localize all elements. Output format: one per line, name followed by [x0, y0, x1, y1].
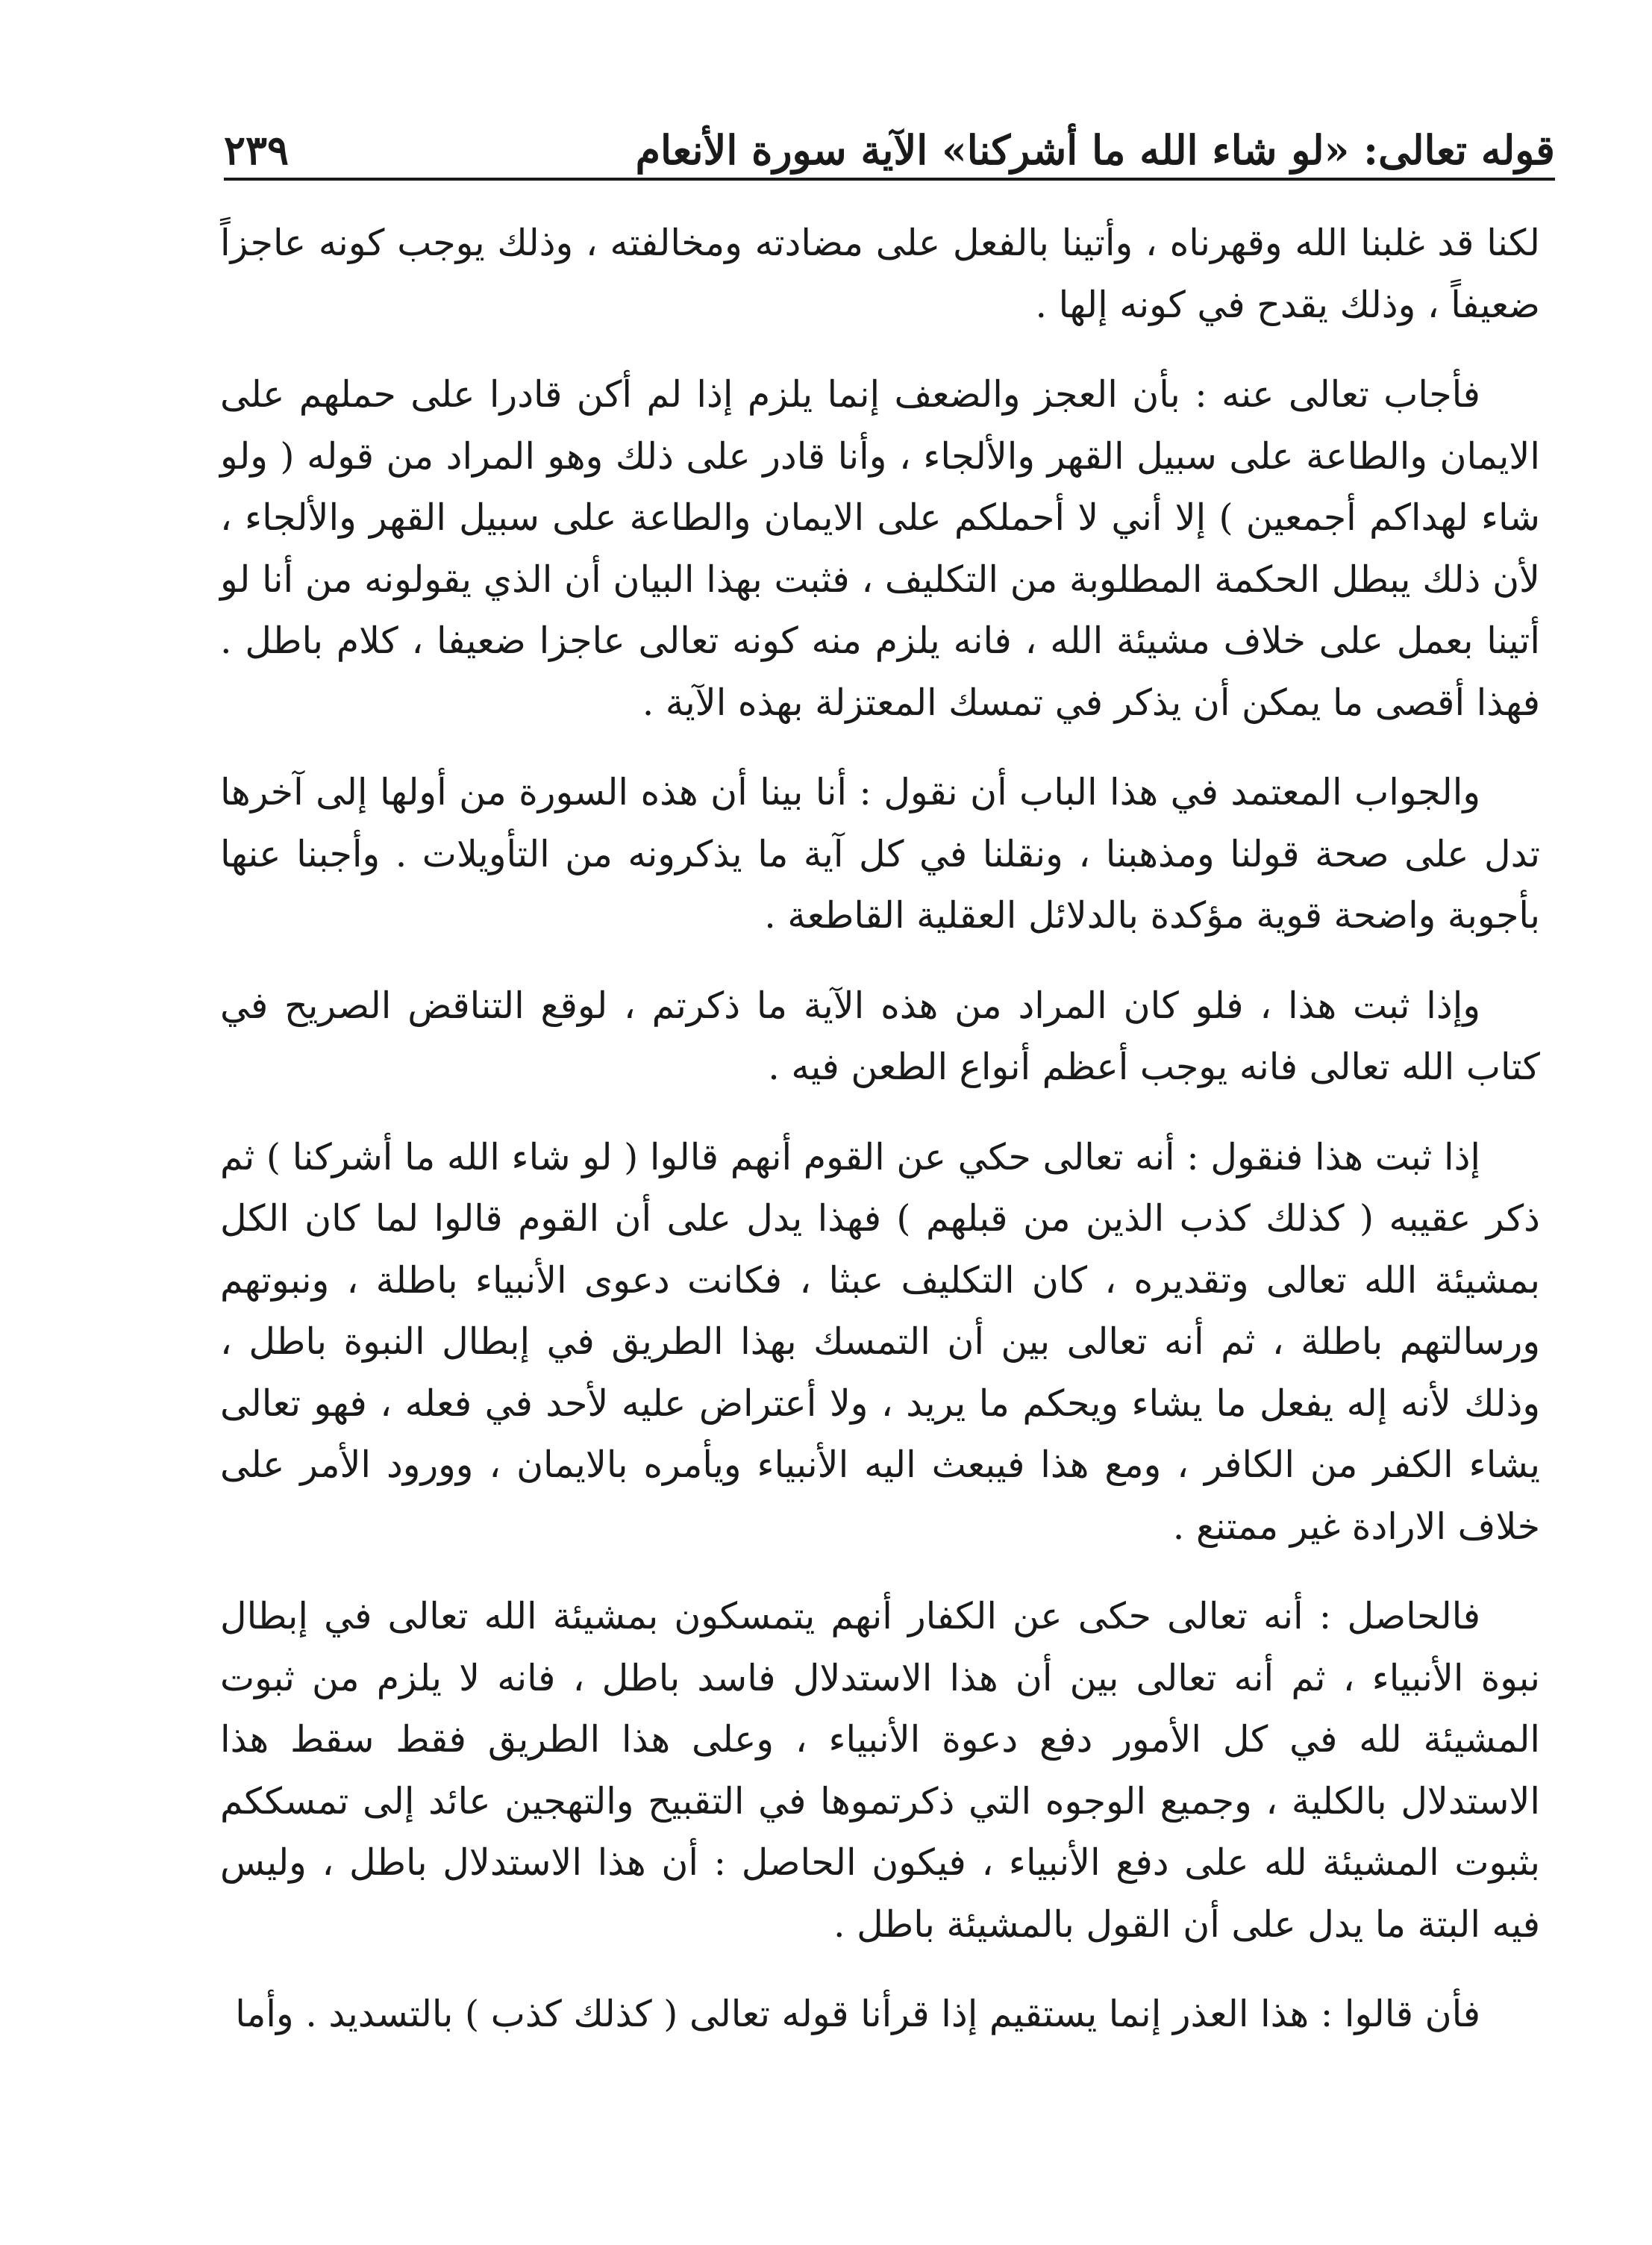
page-number: ٢٣٩ — [224, 126, 290, 174]
page-header — [224, 88, 1555, 174]
header-rule — [224, 178, 1555, 181]
paragraph-4: وإذا ثبت هذا ، فلو كان المراد من هذه الآية ما ذكرتم ، لوقع التناقض الصريح في كتاب الله تعالى فانه يوجب أعظم أنواع الطعن فيه . — [220, 984, 1540, 1088]
paragraph-2: فأجاب تعالى عنه : بأن العجز والضعف إنما يلزم إذا لم أكن قادرا على حملهم على الايمان والطاعة على سبيل القهر والألجاء ، وأنا قادر على ذلك وهو المراد من قوله ( ولو شاء لهداكم أجمعين ) إلا أني لا أحملكم على الايمان والطاعة على سبيل القهر والألجاء ، لأن ذلك يبطل الحكمة المطلوبة من التكليف ، فثبت بهذا البيان أن الذي يقولونه من أنا لو أتينا بعمل على خلاف مشيئة الله ، فانه يلزم منه كونه تعالى عاجزا ضعيفا ، كلام باطل . فهذا أقصى ما يمكن أن يذكر في تمسك المعتزلة بهذه الآية . — [220, 373, 1540, 724]
body-text — [220, 213, 1540, 2074]
paragraph-6: فالحاصل : أنه تعالى حكى عن الكفار أنهم يتمسكون بمشيئة الله تعالى في إبطال نبوة الأنبياء ، ثم أنه تعالى بين أن هذا الاستدلال فاسد باطل ، فانه لا يلزم من ثبوت المشيئة لله في كل الأمور دفع دعوة الأنبياء ، وعلى هذا الطريق فقط سقط هذا الاستدلال بالكلية ، وجميع الوجوه التي ذكرتموها في التقبيح والتهجين عائد إلى تمسككم بثبوت المشيئة لله على دفع الأنبياء ، فيكون الحاصل : أن هذا الاستدلال باطل ، وليس فيه البتة ما يدل على أن القول بالمشيئة باطل . — [220, 1595, 1540, 1946]
running-title: قوله تعالى: «لو شاء الله ما أشركنا» الآية سورة الأنعام — [635, 126, 1555, 174]
paragraph-1: لكنا قد غلبنا الله وقهرناه ، وأتينا بالفعل على مضادته ومخالفته ، وذلك يوجب كونه عاجزاً ضعيفاً ، وذلك يقدح في كونه إلها . — [220, 222, 1540, 326]
paragraph-3: والجواب المعتمد في هذا الباب أن نقول : أنا بينا أن هذه السورة من أولها إلى آخرها تدل على صحة قولنا ومذهبنا ، ونقلنا في كل آية ما يذكرونه من التأويلات . وأجبنا عنها بأجوبة واضحة قوية مؤكدة بالدلائل العقلية القاطعة . — [220, 771, 1540, 937]
paragraph-5: إذا ثبت هذا فنقول : أنه تعالى حكي عن القوم أنهم قالوا ( لو شاء الله ما أشركنا ) ثم ذكر عقيبه ( كذلك كذب الذين من قبلهم ) فهذا يدل على أن القوم قالوا لما كان الكل بمشيئة الله تعالى وتقديره ، كان التكليف عبثا ، فكانت دعوى الأنبياء باطلة ، ونبوتهم ورسالتهم باطلة ، ثم أنه تعالى بين أن التمسك بهذا الطريق في إبطال النبوة باطل ، وذلك لأنه إله يفعل ما يشاء ويحكم ما يريد ، ولا أعتراض عليه لأحد في فعله ، فهو تعالى يشاء الكفر من الكافر ، ومع هذا فيبعث اليه الأنبياء ويأمره بالايمان ، وورود الأمر على خلاف الارادة غير ممتنع . — [220, 1135, 1540, 1548]
paragraph-7: فأن قالوا : هذا العذر إنما يستقيم إذا قرأنا قوله تعالى ( كذلك كذب ) بالتسديد . وأما — [235, 1993, 1480, 2035]
